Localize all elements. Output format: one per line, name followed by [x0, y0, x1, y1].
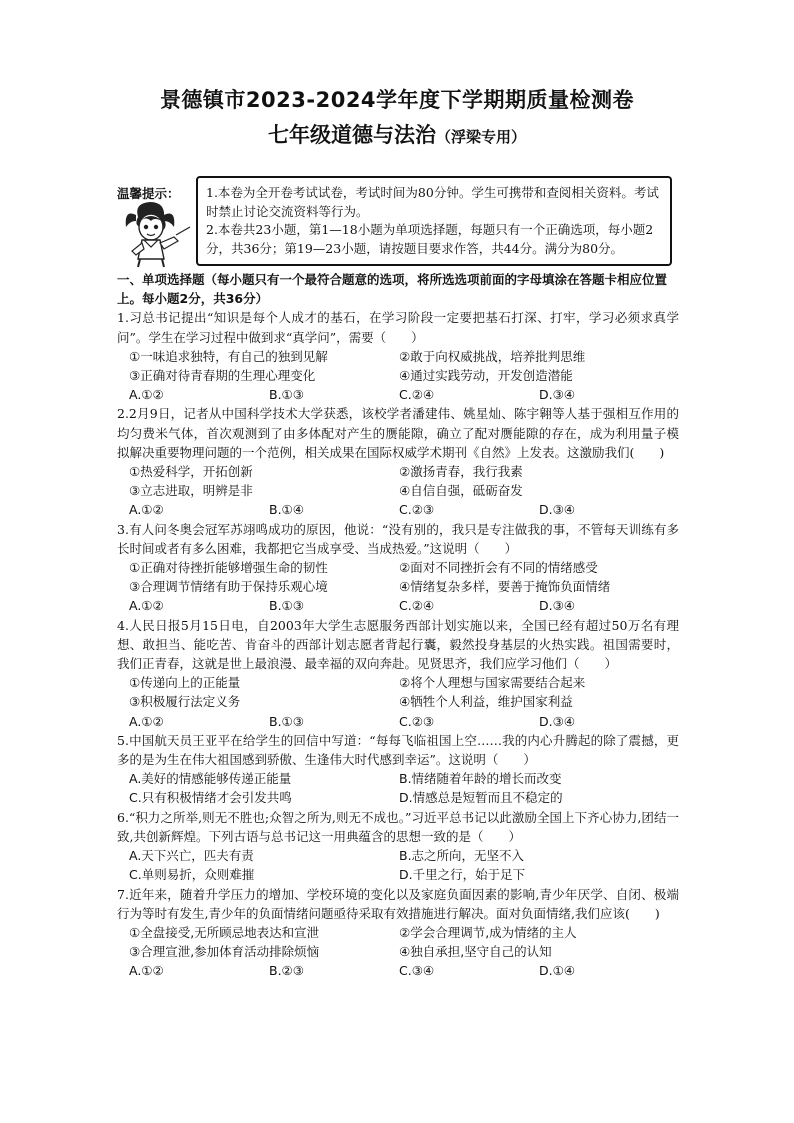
section-heading: 一、单项选择题（每小题只有一个最符合题意的选项，将所选选项前面的字母填涂在答题卡相应位置上。每小题2分，共36分）	[117, 272, 668, 307]
choice-list	[117, 500, 679, 519]
question-stem: 6.“积力之所举,则无不胜也;众智之所为,则无不成也。”习近平总书记以此激励全国上下齐心协力,团结一致,共创新辉煌。下列古语与总书记这一用典蕴含的思想一致的是（ ）	[117, 809, 679, 844]
option: D.千里之行，始于足下	[399, 867, 526, 883]
statement: ②面对不同挫折会有不同的情绪感受	[399, 560, 598, 576]
statement-list	[117, 673, 679, 711]
statement: ①热爱科学，开拓创新	[129, 464, 253, 480]
statement-list	[117, 347, 679, 385]
statement: ③正确对待青春期的生理心理变化	[129, 368, 316, 384]
statement: ②学会合理调节,成为情绪的主人	[399, 924, 577, 940]
option: A.美好的情感能够传递正能量	[129, 771, 292, 787]
question-stem: 2.2月9日，记者从中国科学技术大学获悉，该校学者潘建伟、姚星灿、陈宇翱等人基于强相互作用的均匀费米气体，首次观测到了由多体配对产生的赝能隙，确立了配对赝能隙的存在，成为利用量子模拟解决重要物理问题的一个范例，相关成果在国际权威学术期刊《自然》上发表。这激励我们( )	[117, 406, 679, 460]
statement: ③合理宣泄,参加体育活动排除烦恼	[129, 944, 320, 960]
tip-item: 2.本卷共23小题，第1—18小题为单项选择题，每题只有一个正确选项，每小题2分，共36分；第19—23小题，请按题目要求作答，共44分。满分为80分。	[206, 222, 654, 256]
option: D.情感总是短暂而且不稳定的	[399, 790, 563, 806]
choice: D.①④	[539, 963, 576, 979]
statement: ④牺牲个人利益，维护国家利益	[399, 694, 573, 710]
statement-list	[117, 558, 679, 596]
option: A.天下兴亡，匹夫有责	[129, 848, 254, 864]
subject-title: 七年级道德与法治	[267, 123, 436, 147]
statement: ④情绪复杂多样，要善于掩饰负面情绪	[399, 579, 611, 595]
choice: D.③④	[539, 387, 576, 403]
choice: C.②③	[399, 502, 435, 518]
choice: A.①②	[129, 713, 164, 729]
option: C.只有积极情绪才会引发共鸣	[129, 790, 292, 806]
subject-note: （浮梁专用）	[435, 128, 526, 146]
choice: C.③④	[399, 963, 435, 979]
statement: ①一味追求独特，有自己的独到见解	[129, 348, 328, 364]
statement: ②激扬青春，我行我素	[399, 464, 523, 480]
choice-list	[117, 712, 679, 731]
option-list	[117, 846, 679, 884]
question-stem: 3.有人问冬奥会冠军苏翊鸣成功的原因，他说：“没有别的，我只是专注做我的事，不管每天训练有多长时间或者有多么困难，我都把它当成享受、当成热爱。”这说明（ ）	[117, 521, 679, 556]
statement: ④通过实践劳动，开发创造潜能	[399, 368, 573, 384]
statement: ①正确对待挫折能够增强生命的韧性	[129, 560, 328, 576]
question-stem: 7.近年来，随着升学压力的增加、学校环境的变化以及家庭负面因素的影响,青少年厌学、自闭、极端行为等时有发生,青少年的负面情绪问题亟待采取有效措施进行解决。面对负面情绪,我们应该( )	[117, 886, 679, 921]
statement: ③积极履行法定义务	[129, 694, 241, 710]
choice: C.②③	[399, 713, 435, 729]
question-stem: 5.中国航天员王亚平在给学生的回信中写道：“每每飞临祖国上空……我的内心升腾起的除了震撼，更多的是为生在伟大祖国感到骄傲、生逢伟大时代感到幸运”。这说明（ ）	[117, 732, 679, 768]
choice: A.①②	[129, 963, 164, 979]
choice: A.①②	[129, 502, 164, 518]
choice: D.③④	[539, 502, 576, 518]
question-stem: 4.人民日报5月15日电，自2003年大学生志愿服务西部计划实施以来，全国已经有超过50万名有理想、敢担当、能吃苦、肯奋斗的西部计划志愿者背起行囊，毅然投身基层的火热实践。祖国需要时，我们正青春，这就是世上最浪漫、最幸福的双向奔赴。见贤思齐，我们应学习他们（ ）	[117, 617, 679, 672]
choice: A.①②	[129, 598, 164, 614]
exam-title: 景德镇市2023-2024学年度下学期期质量检测卷	[159, 88, 635, 112]
tip-item: 1.本卷为全开卷考试试卷，考试时间为80分钟。学生可携带和查阅相关资料。考试时禁止讨论交流资料等行为。	[206, 185, 659, 219]
option: B.情绪随着年龄的增长而改变	[399, 771, 562, 787]
statement: ②敢于向权威挑战，培养批判思维	[399, 348, 586, 364]
choice: D.③④	[539, 713, 576, 729]
choice-list	[117, 385, 679, 404]
choice: B.①③	[269, 713, 304, 729]
choice: B.②③	[269, 963, 304, 979]
choice: C.②④	[399, 387, 435, 403]
question-stem: 1.习总书记提出“知识是每个人成才的基石，在学习阶段一定要把基石打深、打牢，学习必须求真学问”。学生在学习过程中做到求“真学问”，需要（ ）	[117, 310, 679, 345]
statement: ①全盘接受,无所顾忌地表达和宣泄	[129, 924, 320, 940]
choice-list	[117, 961, 679, 980]
choice: B.①③	[269, 598, 304, 614]
statement: ②将个人理想与国家需要结合起来	[399, 675, 586, 691]
choice: D.③④	[539, 598, 576, 614]
statement: ④独自承担,坚守自己的认知	[399, 944, 552, 960]
tips-box	[196, 176, 672, 266]
choice: C.②④	[399, 598, 435, 614]
choice: A.①②	[129, 387, 164, 403]
exam-content	[117, 270, 679, 981]
statement-list	[117, 923, 679, 961]
option-list	[117, 769, 679, 807]
tips-label: 温馨提示：	[117, 186, 180, 201]
statement: ③立志进取，明辨是非	[129, 483, 253, 499]
statement: ①传递向上的正能量	[129, 675, 241, 691]
choice: B.①③	[269, 387, 304, 403]
statement: ③合理调节情绪有助于保持乐观心境	[129, 579, 328, 595]
choice: B.①④	[269, 502, 304, 518]
statement-list	[117, 462, 679, 500]
exam-subtitle	[0, 119, 794, 149]
statement: ④自信自强，砥砺奋发	[399, 483, 523, 499]
choice-list	[117, 596, 679, 615]
option: C.单则易折，众则难摧	[129, 867, 255, 883]
student-mascot-illustration	[114, 197, 192, 269]
option: B.志之所向，无坚不入	[399, 848, 525, 864]
